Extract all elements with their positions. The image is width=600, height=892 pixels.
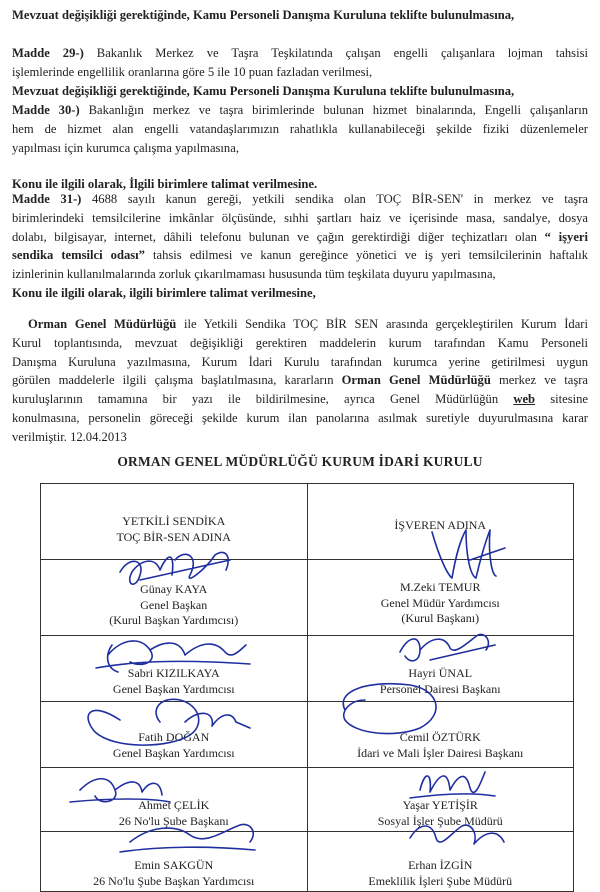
closing-line6: konulmasına, personelin göreceği şekilde kurum ilan panolarına asılmak suretiyle duyurulmasına karar (12, 410, 588, 425)
signatory-cell-right-5 (307, 832, 574, 892)
closing-line4a: görülen maddelerle ilgili çalışma başlatılmasına, kararların (12, 373, 334, 388)
article-29 (12, 44, 588, 100)
article-31 (12, 190, 588, 303)
closing-line4-org: Orman Genel Müdürlüğü (341, 373, 491, 388)
article-31-line5: izinlerinin kullanılmalarında zorluk çıkarılmaması hususunda tüm teşkilata duyuru yapılmasına, (12, 267, 496, 282)
article-31-line3-bold: “ işyeri (544, 229, 588, 244)
signatory-name: Ahmet ÇELİK (138, 798, 210, 812)
article-29-line3: Mevzuat değişikliği gerektiğinde, Kamu Personeli Danışma Kuruluna teklifte bulunulmasına, (12, 83, 515, 98)
signature-table (40, 483, 574, 892)
article-29-label: Madde 29-) (12, 46, 84, 60)
article-30-line2: hem de hizmet alan engelli vatandaşlarımızın rahatlıkla kullanabileceği şekilde fiziki düzenlemeler (12, 121, 588, 136)
signatory-name: Sabri KIZILKAYA (127, 666, 220, 680)
signatory-title: Genel Başkan Yardımcısı (112, 745, 235, 760)
signatory-cell-left-3 (41, 702, 308, 768)
signatory-name: Yaşar YETİŞİR (402, 798, 478, 812)
signatory-name: Cemil ÖZTÜRK (399, 730, 481, 744)
signatory-title: İdari ve Mali İşler Dairesi Başkanı (357, 745, 524, 760)
closing-line2: Kurul toplantısında, mevzuat değişikliği gerektiren maddelerin kurum tarafından Kamu Personeli (12, 335, 588, 350)
closing-line3: Danışma Kuruluna yazılmasına, Kurum İdari Kurulu tarafından kurumca yerine getirilmesi uygun (12, 354, 588, 369)
signatory-subtitle: (Kurul Başkanı) (401, 611, 480, 625)
right-header-cell (307, 484, 574, 560)
signatory-title: 26 No'lu Şube Başkanı (118, 813, 229, 828)
closing-line7: verilmiştir. 12.04.2013 (12, 429, 127, 444)
signatory-name: M.Zeki TEMUR (400, 580, 481, 594)
closing-web: web (513, 392, 536, 407)
signatory-cell-right-4 (307, 768, 574, 832)
article-30-line1: Bakanlığın merkez ve taşra birimlerinde bulunan hizmet binalarında, Engelli çalışanların (88, 103, 588, 117)
article-30 (12, 101, 588, 194)
signatory-title: Personel Dairesi Başkanı (379, 681, 501, 696)
committee-title: ORMAN GENEL MÜDÜRLÜĞÜ KURUM İDARİ KURULU (117, 454, 483, 469)
article-29-line1: Bakanlık Merkez ve Taşra Teşkilatında çalışan engelli çalışanlara lojman tahsisi (96, 46, 588, 60)
signatory-cell-left-2 (41, 636, 308, 702)
signatory-cell-left-1 (41, 560, 308, 636)
closing-line5b: sitesine (550, 392, 589, 407)
right-header-line1: İŞVEREN ADINA (394, 518, 487, 532)
signatory-subtitle: (Kurul Başkan Yardımcısı) (109, 613, 239, 627)
article-31-line3: dolabı, bilgisayar, internet, dâhili telefonu bulunan ve çağın gerektirdiği diğer teçhizatları olan (12, 229, 537, 244)
article-30-line4: Konu ile ilgili olarak, İlgili birimlere talimat verilmesine. (12, 177, 318, 192)
closing-line4b: merkez ve taşra (499, 373, 589, 388)
article-31-label: Madde 31-) (12, 192, 82, 206)
signatory-title: Genel Başkan Yardımcısı (112, 681, 235, 696)
article-31-line4: tahsis edilmesi ve kanun gereğince yönetici ve iş yeri temsilcilerinin haftalık (152, 248, 588, 263)
signatory-title: Genel Müdür Yardımcısı (380, 595, 500, 610)
closing-org: Orman Genel Müdürlüğü (28, 317, 177, 331)
article-31-line4-bold: sendika temsilci odası” (12, 248, 145, 263)
signatory-cell-right-2 (307, 636, 574, 702)
article-29-line2: işlemlerinde engellilik oranlarına göre 5 ile 10 puan fazladan verilmesi, (12, 64, 373, 79)
signatory-cell-left-5 (41, 832, 308, 892)
signatory-cell-right-3 (307, 702, 574, 768)
signatory-cell-right-1 (307, 560, 574, 636)
signatory-cell-left-4 (41, 768, 308, 832)
article-30-label: Madde 30-) (12, 103, 80, 117)
closing-paragraph (12, 315, 588, 447)
signatory-title: 26 No'lu Şube Başkan Yardımcısı (93, 873, 255, 888)
left-header-line1: YETKİLİ SENDİKA (122, 514, 226, 528)
signatory-name: Günay KAYA (140, 582, 208, 596)
intro-text: Mevzuat değişikliği gerektiğinde, Kamu Personeli Danışma Kuruluna teklifte bulunulmasına, (12, 8, 515, 22)
article-31-line2: birimlerindeki temsilcilerine imkânlar ölçüsünde, sıhhi şartları haiz ve içerisinde masa, sandalye, dosya (12, 210, 588, 225)
article-31-line6: Konu ile ilgili olarak, ilgili birimlere talimat verilmesine, (12, 285, 316, 300)
closing-line1: ile Yetkili Sendika TOÇ BİR SEN arasında gerçekleştirilen Kurum İdari (183, 317, 588, 331)
signatory-name: Erhan İZGİN (408, 858, 473, 872)
closing-line5a: kuruluşlarının tamamına bir yazı ile bildirilmesine, ayrıca Genel Müdürlüğün (12, 392, 499, 407)
article-30-line3: yapılması için kurumca çalışma yapılmasına, (12, 140, 239, 155)
signatory-title: Sosyal İşler Şube Müdürü (377, 813, 503, 828)
signatory-title: Genel Başkan (140, 597, 208, 612)
left-header-line2: TOÇ BİR-SEN ADINA (116, 529, 231, 544)
article-31-line1: 4688 sayılı kanun gereği, yetkili sendika olan TOÇ BİR-SEN' in merkez ve taşra (91, 192, 588, 206)
signatory-name: Fatih DOĞAN (138, 730, 210, 744)
left-header-cell (41, 484, 308, 560)
signatory-name: Emin SAKGÜN (134, 858, 214, 872)
paragraph-intro (12, 6, 588, 25)
signatory-title: Emeklilik İşleri Şube Müdürü (368, 873, 513, 888)
signatory-name: Hayri ÜNAL (408, 666, 473, 680)
